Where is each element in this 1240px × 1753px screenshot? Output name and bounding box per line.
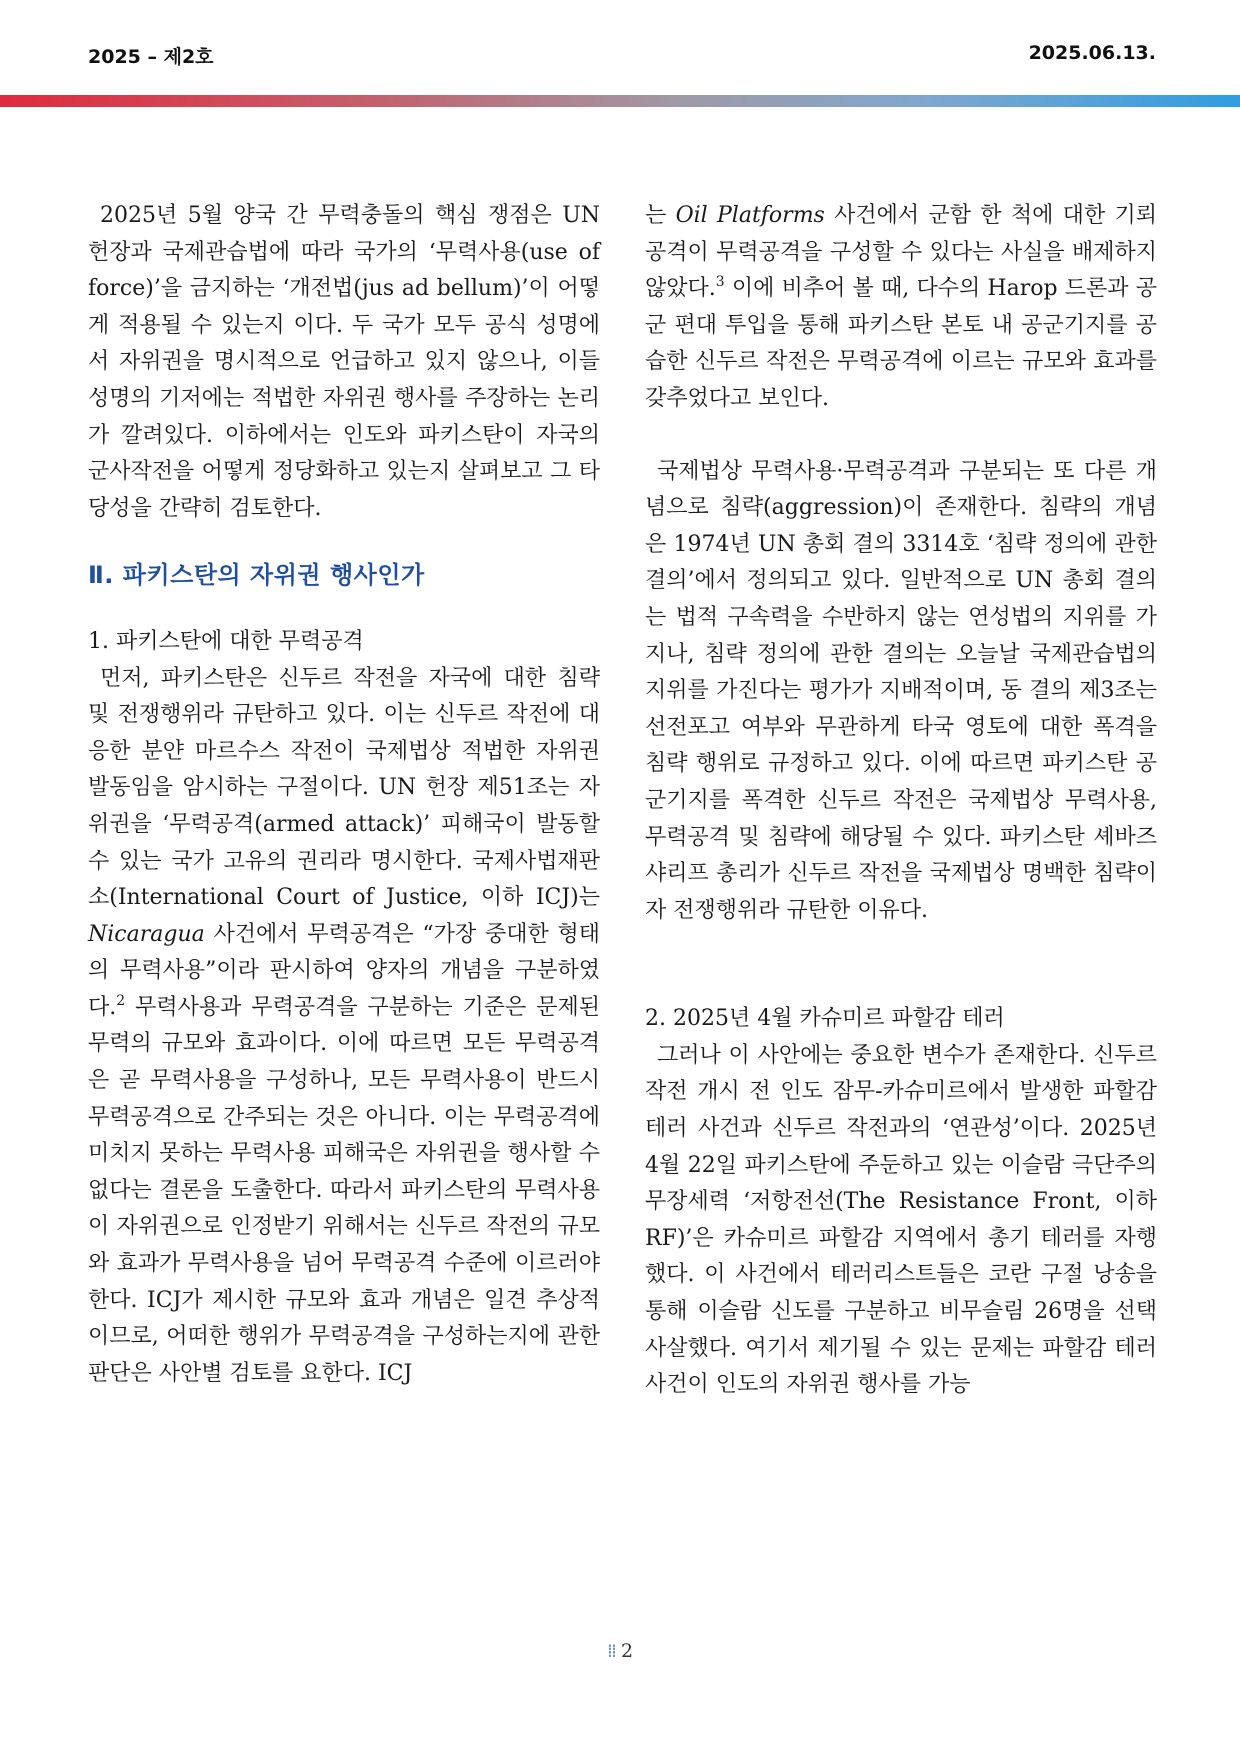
left-column <box>88 198 600 1392</box>
body-paragraph: 국제법상 무력사용·무력공격과 구분되는 또 다른 개념으로 침략(aggression)이 존재한다. 침략의 개념은 1974년 UN 총회 결의 3314호 ‘침략 정의에 관한 결의’에서 정의되고 있다. 일반적으로 UN 총회 결의는 법적 구속력을 수반하지 않는 연성법의 지위를 가지나, 침략 정의에 관한 결의는 오늘날 국제관습법의 지위를 가진다는 평가가 지배적이며, 동 결의 제3조는 선전포고 여부와 무관하게 타국 영토에 대한 폭격을 침략 행위로 규정하고 있다. 이에 따르면 파키스탄 공군기지를 폭격한 신두르 작전은 국제법상 무력사용, 무력공격 및 침략에 해당될 수 있다. 파키스탄 셰바즈 샤리프 총리가 신두르 작전을 국제법상 명백한 침략이자 전쟁행위라 규탄한 이유다. <box>645 458 1157 923</box>
case-name: Oil Platforms <box>675 203 825 228</box>
paragraph-spacer <box>645 418 1157 454</box>
header-gradient-bar <box>0 95 1240 107</box>
footnote-ref[interactable]: 3 <box>715 274 725 291</box>
issue-label: 2025 – 제2호 <box>88 46 214 68</box>
footnote-ref[interactable]: 2 <box>116 992 126 1009</box>
page-number: 2 <box>621 1640 634 1662</box>
subsection-title: 1. 파키스탄에 대한 무력공격 <box>88 628 364 654</box>
intro-paragraph: 2025년 5월 양국 간 무력충돌의 핵심 쟁점은 UN 헌장과 국제관습법에 따라 국가의 ‘무력사용(use of force)’을 금지하는 ‘개전법(jus ad bellum)’이 어떻게 적용될 수 있는지 이다. 두 국가 모두 공식 성명에서 자위권을 명시적으로 언급하고 있지 않으나, 이들 성명의 기저에는 적법한 자위권 행사를 주장하는 논리가 깔려있다. 이하에서는 인도와 파키스탄이 자국의 군사작전을 어떻게 정당화하고 있는지 살펴보고 그 타당성을 간략히 검토한다. <box>88 203 600 521</box>
right-column <box>645 198 1157 1404</box>
section-title: Ⅱ. 파키스탄의 자위권 행사인가 <box>88 561 425 590</box>
paragraph-spacer <box>645 929 1157 965</box>
body-paragraph: 그러나 이 사안에는 중요한 변수가 존재한다. 신두르 작전 개시 전 인도 잠무-카슈미르에서 발생한 파할감 테러 사건과 신두르 작전과의 ‘연관성’이다. 2025년 4월 22일 파키스탄에 주둔하고 있는 이슬람 극단주의 무장세력 ‘저항전선(The Resistance Front, 이하 RF)’은 카슈미르 파할감 지역에서 총기 테러를 자행했다. 이 사건에서 테러리스트들은 코란 구절 낭송을 통해 이슬람 신도를 구분하고 비무슬림 26명을 선택 사살했다. 여기서 제기될 수 있는 문제는 파할감 테러 사건이 인도의 자위권 행사를 가능 <box>645 1042 1157 1398</box>
page-header <box>88 42 1156 72</box>
body-paragraph: 는 Oil Platforms 사건에서 군함 한 척에 대한 기뢰 공격이 무력공격을 구성할 수 있다는 사실을 배제하지 않았다.$^3$ 이에 비추어 볼 때, 다수의 Harop 드론과 공군 편대 투입을 통해 파키스탄 본토 내 공군기지를 공습한 신두르 작전은 무력공격에 이르는 규모와 효과를 갖추었다고 보인다. <box>645 203 1158 411</box>
paragraph-spacer <box>645 965 1157 1001</box>
page-dots-icon: ⁞⁞ <box>606 1640 615 1662</box>
page-footer <box>0 1640 1240 1662</box>
case-name: Nicaragua <box>88 921 205 947</box>
body-paragraph: 먼저, 파키스탄은 신두르 작전을 자국에 대한 침략 및 전쟁행위라 규탄하고 있다. 이는 신두르 작전에 대응한 분얀 마르수스 작전이 국제법상 적법한 자위권 발동임을 암시하는 구절이다. UN 헌장 제51조는 자위권을 ‘무력공격(armed attack)’ 피해국이 발동할 수 있는 국가 고유의 권리라 명시한다. 국제사법재판소(International Court of Justice, 이하 ICJ)는 Nicaragua 사건에서 무력공격은 “가장 중대한 형태의 무력사용”이라 판시하여 양자의 개념을 구분하였다.$^2$ 무력사용과 무력공격을 구분하는 기준은 문제된 무력의 규모와 효과이다. 이에 따르면 모든 무력공격은 곧 무력사용을 구성하나, 모든 무력사용이 반드시 무력공격으로 간주되는 것은 아니다. 이는 무력공격에 미치지 못하는 무력사용 피해국은 자위권을 행사할 수 없다는 결론을 도출한다. 따라서 파키스탄의 무력사용이 자위권으로 인정받기 위해서는 신두르 작전의 규모와 효과가 무력사용을 넘어 무력공격 수준에 이르러야 한다. ICJ가 제시한 규모와 효과 개념은 일견 추상적이므로, 어떠한 행위가 무력공격을 구성하는지에 관한 판단은 사안별 검토를 요한다. ICJ <box>88 665 600 1386</box>
subsection-title: 2. 2025년 4월 카슈미르 파할감 테러 <box>645 1006 1005 1032</box>
issue-date: 2025.06.13. <box>1028 42 1156 64</box>
